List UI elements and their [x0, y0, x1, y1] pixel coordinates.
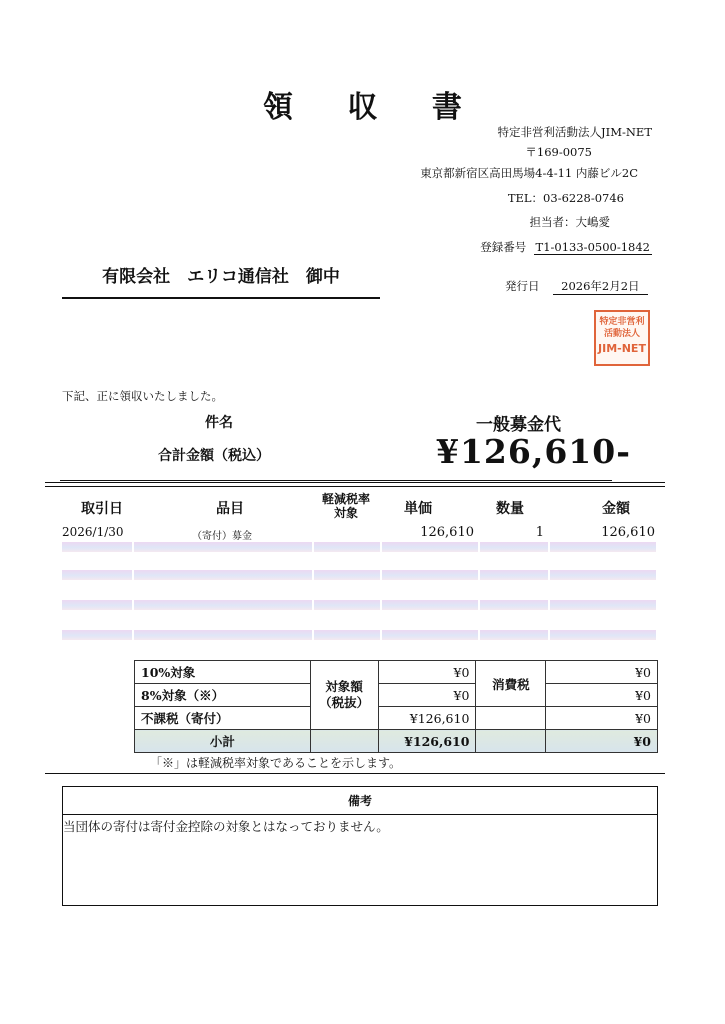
summary-amount: ¥0 [378, 684, 476, 707]
summary-tax: ¥0 [546, 707, 658, 730]
blank-row [62, 600, 656, 610]
summary-label: 不課税（寄付） [135, 707, 311, 730]
summary-label: 8%対象（※） [135, 684, 311, 707]
subtotal-empty-cell [476, 730, 546, 753]
blank-row [62, 630, 656, 640]
subject-value: 一般募金代 [476, 415, 561, 435]
table-divider [45, 482, 665, 487]
summary-row [135, 684, 658, 707]
footer-divider [45, 773, 665, 774]
recipient-name: 有限会社 エリコ通信社 御中 [62, 262, 380, 299]
issue-date-label: 発行日 [505, 279, 540, 293]
document-title: 領 収 書 [263, 90, 484, 125]
subtotal-amount: ¥126,610 [378, 730, 476, 753]
issuer-name: 特定非営利活動法人JIM-NET [497, 125, 652, 139]
taxable-amount-label: 対象額 （税抜） [310, 661, 378, 730]
subtotal-label: 小計 [135, 730, 311, 753]
header-unit-price: 単価 [404, 501, 432, 517]
seal-line-2: 活動法人 [603, 329, 640, 339]
seal-line-1: 特定非営利 [599, 317, 645, 327]
total-value: ¥126,610- [436, 432, 631, 471]
summary-label: 10%対象 [135, 661, 311, 684]
registration-label: 登録番号 [480, 240, 527, 254]
subject-label: 件名 [205, 415, 233, 431]
row-item: （寄付）募金 [192, 531, 252, 542]
issue-date-value: 2026年2月2日 [553, 278, 647, 295]
issuer-postal: 〒169-0075 [525, 145, 592, 159]
header-quantity: 数量 [496, 501, 524, 517]
receipt-intro: 下記、正に領収いたしました。 [62, 389, 223, 403]
summary-empty-cell [476, 707, 546, 730]
row-unit-price: 126,610 [420, 525, 474, 540]
tax-summary-table [134, 660, 658, 753]
subtotal-row [135, 730, 658, 753]
total-label: 合計金額（税込） [158, 448, 270, 464]
issuer-registration [480, 239, 652, 255]
remarks-text: 当団体の寄付は寄付金控除の対象とはなっておりません。 [63, 819, 389, 834]
subtotal-tax: ¥0 [546, 730, 658, 753]
row-quantity: 1 [535, 525, 544, 540]
subtotal-empty-cell [310, 730, 378, 753]
total-underline [60, 480, 612, 481]
header-date: 取引日 [81, 501, 123, 517]
remarks-box [62, 786, 658, 906]
summary-row [135, 661, 658, 684]
summary-amount: ¥126,610 [378, 707, 476, 730]
blank-row [62, 570, 656, 580]
row-amount: 126,610 [601, 525, 655, 540]
issue-date [505, 278, 648, 295]
summary-row [135, 707, 658, 730]
header-item: 品目 [216, 501, 244, 517]
remarks-header: 備考 [63, 787, 657, 815]
seal-line-3: JIM-NET [598, 342, 646, 355]
company-seal [594, 310, 650, 366]
header-reduced-rate: 軽減税率 対象 [321, 492, 370, 520]
tax-label: 消費税 [476, 661, 546, 707]
summary-tax: ¥0 [546, 684, 658, 707]
issuer-contact: 担当者：大嶋愛 [529, 215, 610, 229]
issuer-address: 東京都新宿区高田馬場4-4-11 内藤ビル2C [420, 166, 638, 180]
summary-tax: ¥0 [546, 661, 658, 684]
summary-amount: ¥0 [378, 661, 476, 684]
row-date: 2026/1/30 [62, 525, 124, 539]
blank-row [62, 542, 656, 552]
header-amount: 金額 [602, 501, 630, 517]
issuer-tel: TEL：03-6228-0746 [507, 191, 624, 205]
footnote: 「※」は軽減税率対象であることを示します。 [150, 756, 402, 770]
registration-number: T1-0133-0500-1842 [535, 240, 650, 254]
